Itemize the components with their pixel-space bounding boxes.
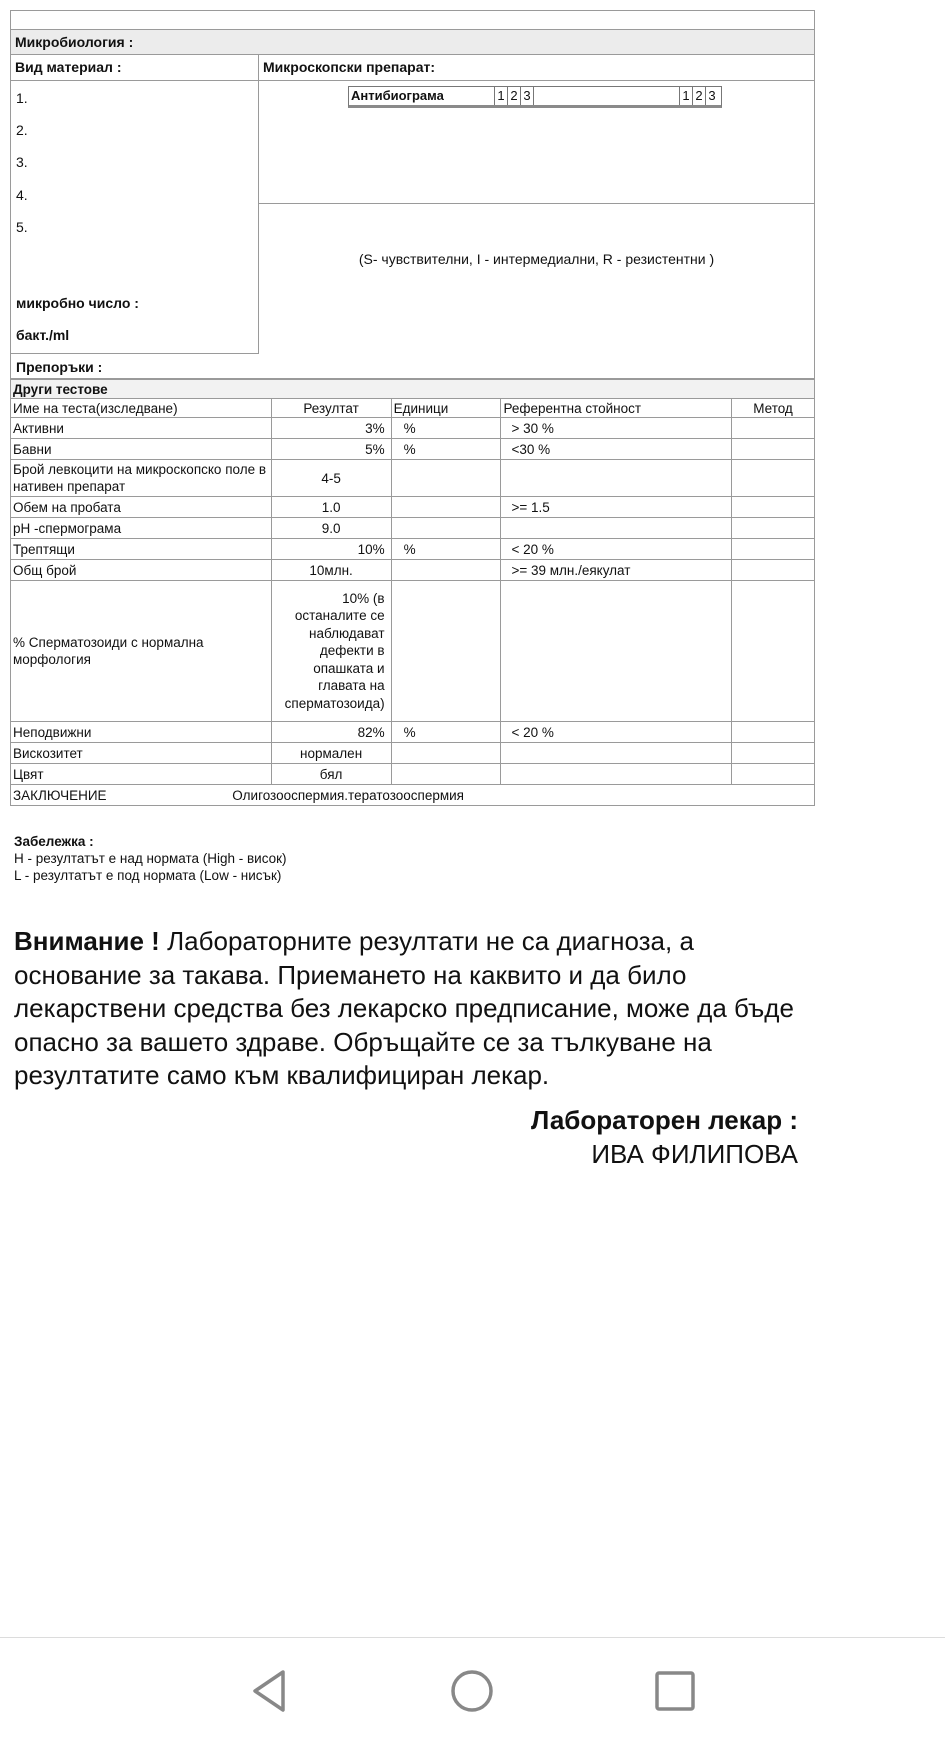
test-result: 10% (в останалите се наблюдават дефекти в опашката и главата на сперматозоида) <box>271 581 391 722</box>
test-method <box>732 560 815 581</box>
column-header: Име на теста(изследване) <box>11 399 272 418</box>
test-name: Неподвижни <box>11 722 272 743</box>
material-item: 3. <box>16 154 28 170</box>
material-item: 2. <box>16 122 28 138</box>
test-unit <box>391 581 501 722</box>
table-header-row <box>11 399 815 418</box>
conclusion-cell <box>11 785 815 806</box>
antibiogram-col: 1 <box>679 87 692 105</box>
unit-label: бакт./ml <box>16 327 70 343</box>
warning-title: Внимание ! <box>14 926 160 956</box>
recommendations-label: Препоръки : <box>16 359 103 375</box>
test-name: % Сперматозоиди с нормална морфология <box>11 581 272 722</box>
test-method <box>732 581 815 722</box>
microbial-count-label: микробно число : <box>16 295 139 311</box>
test-method <box>732 764 815 785</box>
back-icon[interactable] <box>247 1668 293 1714</box>
sir-legend: (S- чувствителни, I - интермедиални, R - резистентни ) <box>358 251 715 267</box>
section-spacer <box>11 11 814 30</box>
test-unit <box>391 560 501 581</box>
test-unit <box>391 518 501 539</box>
table-row <box>11 743 815 764</box>
table-row <box>11 581 815 722</box>
home-icon[interactable] <box>449 1668 495 1714</box>
table-row <box>11 518 815 539</box>
test-reference: < 20 % <box>501 722 732 743</box>
column-header: Метод <box>732 399 815 418</box>
test-reference: > 30 % <box>501 418 732 439</box>
recents-icon[interactable] <box>652 1668 698 1714</box>
test-unit: % <box>391 722 501 743</box>
microbiology-body <box>11 55 814 378</box>
signature-title: Лабораторен лекар : <box>530 1105 798 1135</box>
test-result: бял <box>271 764 391 785</box>
warning-paragraph <box>14 925 804 1093</box>
test-unit <box>391 743 501 764</box>
antibiogram-col: 2 <box>692 87 705 105</box>
test-result: 82% <box>271 722 391 743</box>
warning-text: Лабораторните резултати не са диагноза, а основание за такава. Приемането на каквито и да било лекарствени средства без лекарско предписание, може да бъде опасно за вашето здраве. Обръщайте се за тълкуване на резултатите само към квалифициран лекар. <box>14 926 794 1090</box>
conclusion-label: ЗАКЛЮЧЕНИЕ <box>13 787 107 803</box>
antibiogram-label: Антибиограма <box>351 88 444 103</box>
note-block <box>14 833 287 884</box>
antibiogram-col: 3 <box>520 87 534 105</box>
test-name: Бавни <box>11 439 272 460</box>
test-method <box>732 439 815 460</box>
table-row <box>11 418 815 439</box>
test-unit <box>391 460 501 497</box>
table-title: Други тестове <box>11 380 815 399</box>
test-result: 10% <box>271 539 391 560</box>
table-row <box>11 722 815 743</box>
table-row <box>11 439 815 460</box>
test-result: нормален <box>271 743 391 764</box>
test-name: Трептящи <box>11 539 272 560</box>
microscopy-header: Микроскопски препарат: <box>259 55 814 81</box>
material-item: 5. <box>16 219 28 235</box>
test-name: Общ брой <box>11 560 272 581</box>
test-reference: >= 39 млн./еякулат <box>501 560 732 581</box>
note-low: L - резултатът е под нормата (Low - нисък) <box>14 868 282 883</box>
divider <box>259 203 814 204</box>
material-item: 1. <box>16 90 28 106</box>
material-header: Вид материал : <box>11 55 258 81</box>
test-result: 5% <box>271 439 391 460</box>
test-result: 4-5 <box>271 460 391 497</box>
test-name: Вискозитет <box>11 743 272 764</box>
table-row <box>11 460 815 497</box>
test-method <box>732 722 815 743</box>
test-reference <box>501 581 732 722</box>
test-method <box>732 539 815 560</box>
material-item: 4. <box>16 187 28 203</box>
test-name: Обем на пробата <box>11 497 272 518</box>
conclusion-value: Олигозооспермия.тератозооспермия <box>232 787 464 803</box>
signature-name: ИВА ФИЛИПОВА <box>591 1139 798 1169</box>
test-reference <box>501 764 732 785</box>
test-reference: >= 1.5 <box>501 497 732 518</box>
note-high: H - резултатът е над нормата (High - висок) <box>14 851 287 866</box>
test-method <box>732 497 815 518</box>
test-name: pH -спермограма <box>11 518 272 539</box>
table-row <box>11 560 815 581</box>
test-reference: <30 % <box>501 439 732 460</box>
test-name: Активни <box>11 418 272 439</box>
test-reference <box>501 518 732 539</box>
microbiology-section <box>10 10 815 379</box>
lab-report <box>10 10 815 806</box>
antibiogram-col: 1 <box>494 87 507 105</box>
test-unit: % <box>391 418 501 439</box>
test-method <box>732 743 815 764</box>
antibiogram-box <box>348 86 722 108</box>
test-reference <box>501 460 732 497</box>
test-result: 1.0 <box>271 497 391 518</box>
other-tests-table <box>10 379 815 806</box>
test-method <box>732 418 815 439</box>
test-unit: % <box>391 539 501 560</box>
test-result: 9.0 <box>271 518 391 539</box>
navigation-bar <box>0 1637 945 1741</box>
table-row <box>11 764 815 785</box>
column-header: Единици <box>391 399 501 418</box>
test-reference: < 20 % <box>501 539 732 560</box>
test-method <box>732 518 815 539</box>
test-unit <box>391 497 501 518</box>
test-unit: % <box>391 439 501 460</box>
test-method <box>732 460 815 497</box>
column-header: Резултат <box>271 399 391 418</box>
test-result: 10млн. <box>271 560 391 581</box>
antibiogram-col: 3 <box>705 87 718 105</box>
test-result: 3% <box>271 418 391 439</box>
note-title: Забележка : <box>14 834 94 849</box>
signature-block <box>531 1103 798 1171</box>
test-reference <box>501 743 732 764</box>
table-row <box>11 539 815 560</box>
material-column <box>11 55 259 354</box>
table-row <box>11 497 815 518</box>
microscopy-column <box>259 55 814 378</box>
microbiology-title: Микробиология : <box>11 30 814 55</box>
antibiogram-col: 2 <box>507 87 520 105</box>
conclusion-row <box>11 785 815 806</box>
test-name: Брой левкоцити на микроскопско поле в нативен препарат <box>11 460 272 497</box>
test-name: Цвят <box>11 764 272 785</box>
test-unit <box>391 764 501 785</box>
column-header: Референтна стойност <box>501 399 732 418</box>
